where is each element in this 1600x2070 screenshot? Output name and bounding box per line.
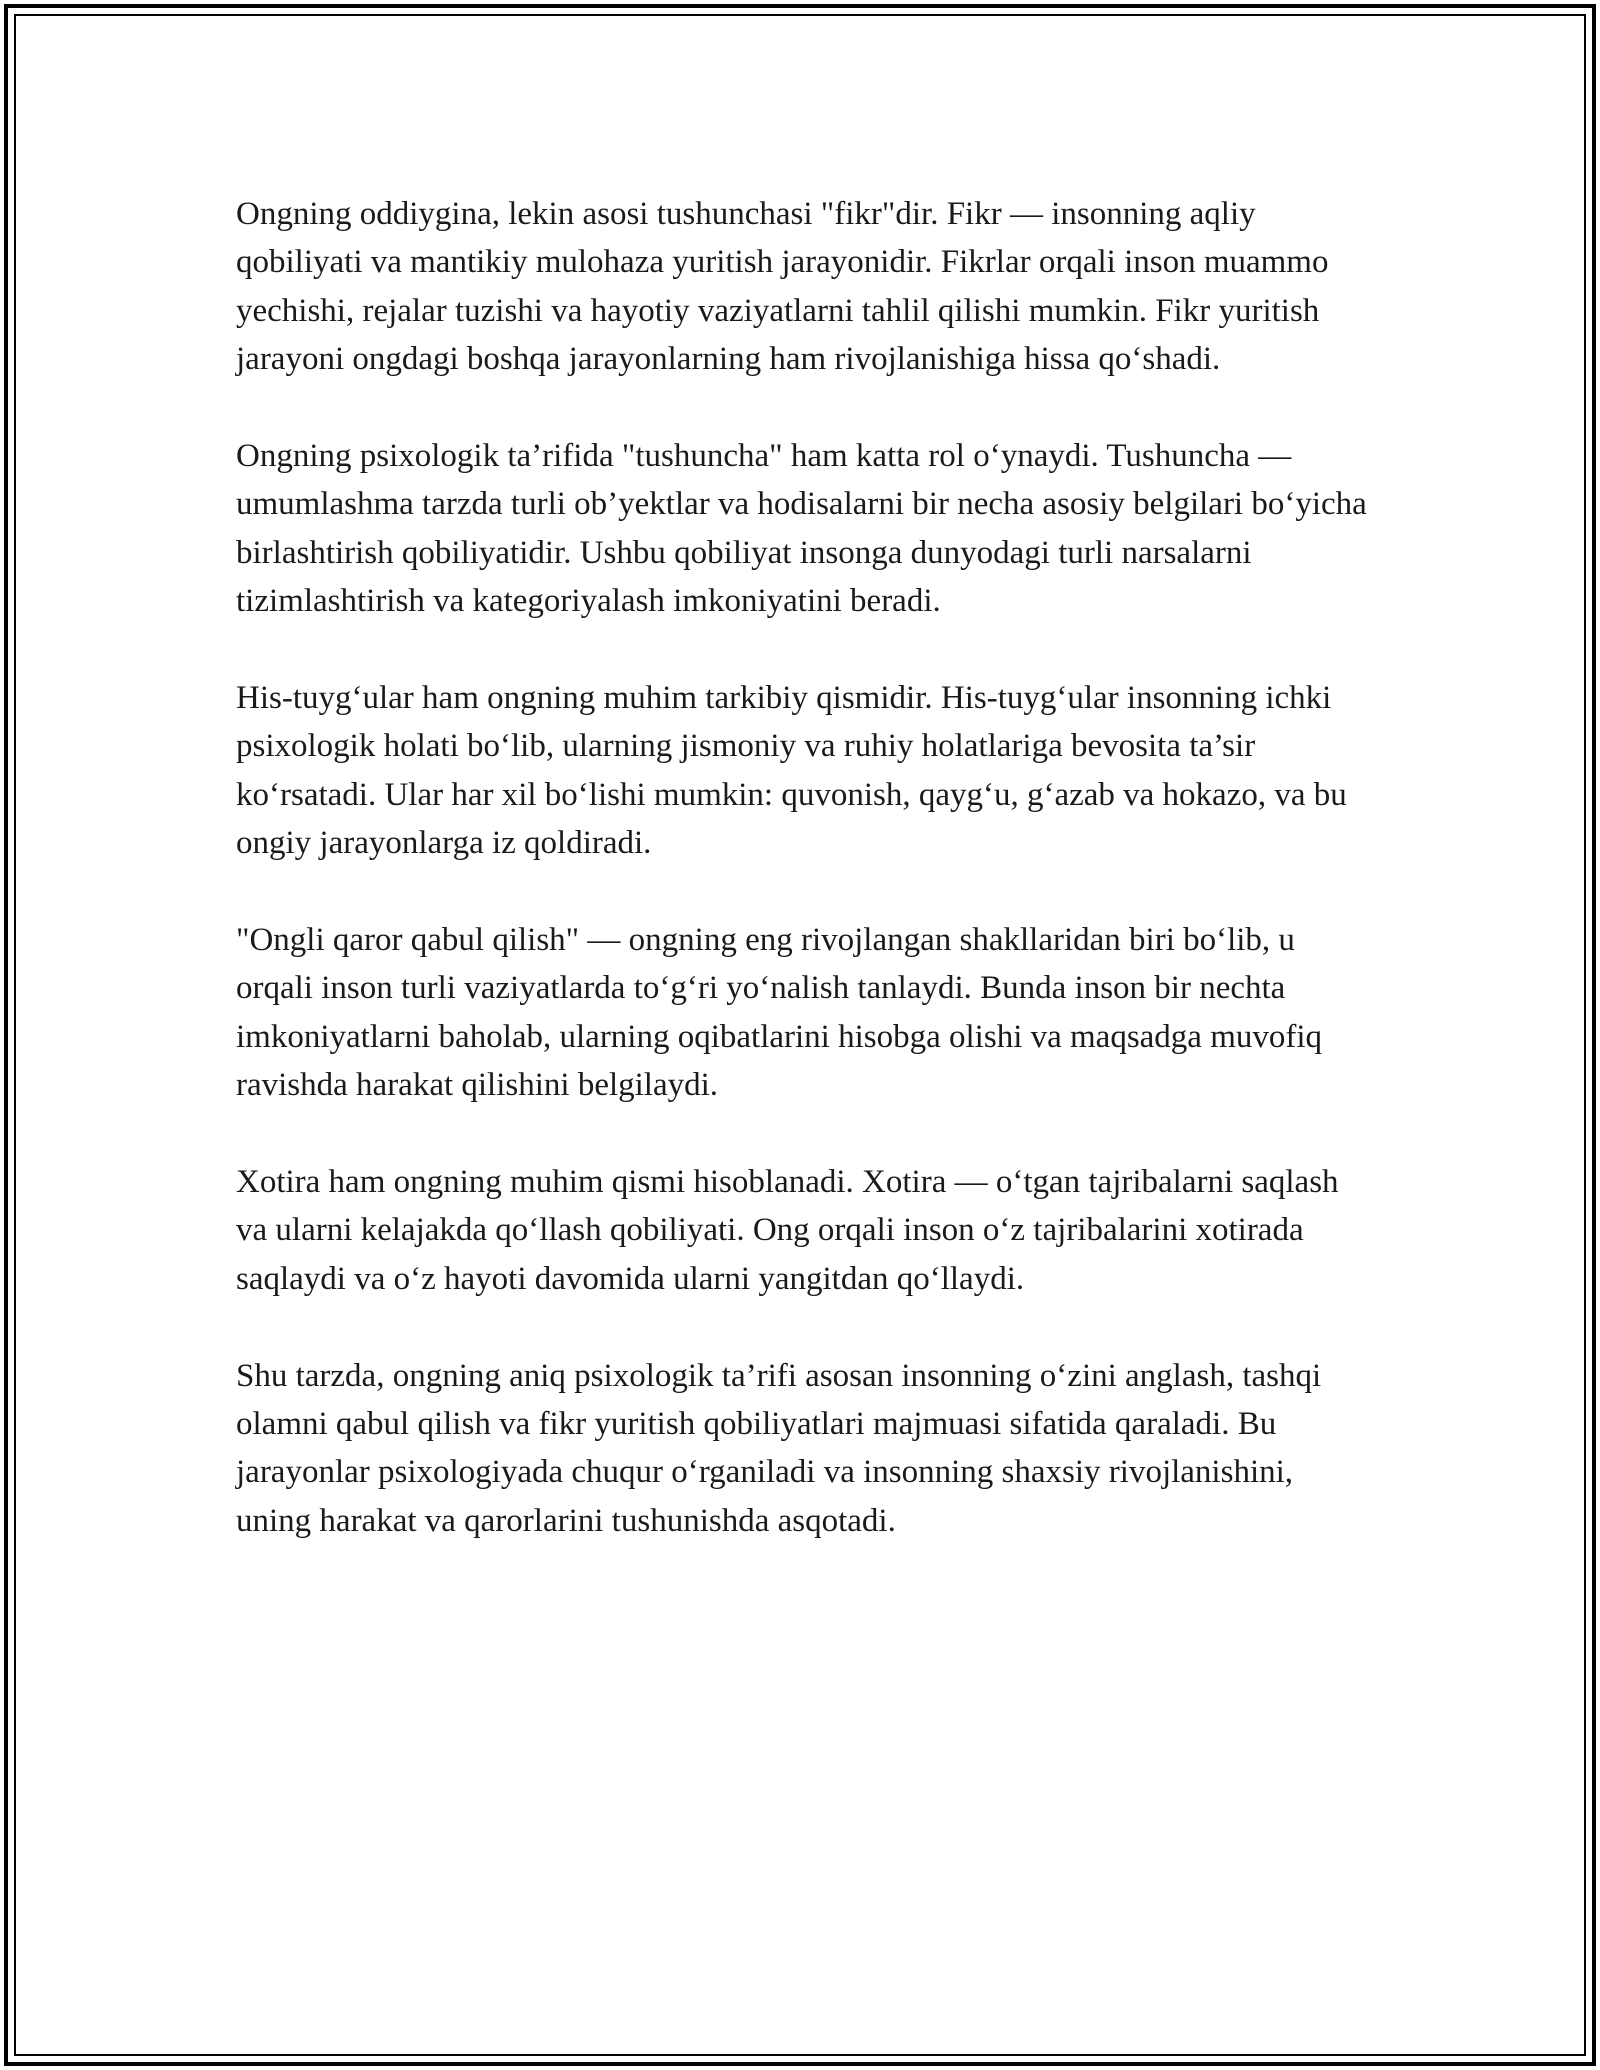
paragraph-tushuncha: Ongning psixologik ta’rifida "tushuncha" ham katta rol o‘ynaydi. Tushuncha — umumlashma tarzda turli ob’yektlar va hodisalarni bir necha asosiy belgilari bo‘yicha birlashtirish qobiliyatidir. Ushbu qobiliyat insonga dunyodagi turli narsalarni tizimlashtirish va kategoriyalash imkoniyatini beradi. <box>236 438 1367 620</box>
paragraph-ongli-qaror: "Ongli qaror qabul qilish" — ongning eng rivojlangan shakllaridan biri bo‘lib, u orqali inson turli vaziyatlarda to‘g‘ri yo‘nalish tanlaydi. Bunda inson bir nechta imkoniyatlarni baholab, ularning oqibatlarini hisobga olishi va maqsadga muvofiq ravishda harakat qilishini belgilaydi. <box>236 922 1323 1104</box>
paragraph-his-tuygular: His-tuyg‘ular ham ongning muhim tarkibiy qismidir. His-tuyg‘ular insonning ichki psixologik holati bo‘lib, ularning jismoniy va ruhiy holatlariga bevosita ta’sir ko‘rsatadi. Ular har xil bo‘lishi mumkin: quvonish, qayg‘u, g‘azab va hokazo, va bu ongiy jarayonlarga iz qoldiradi. <box>236 680 1347 862</box>
paragraph-fikr: Ongning oddiygina, lekin asosi tushunchasi "fikr"dir. Fikr — insonning aqliy qobiliyati va mantikiy mulohaza yuritish jarayonidir. Fikrlar orqali inson muammo yechishi, rejalar tuzishi va hayotiy vaziyatlarni tahlil qilishi mumkin. Fikr yuritish jarayoni ongdagi boshqa jarayonlarning ham rivojlanishiga hissa qo‘shadi. <box>236 196 1329 378</box>
paragraph-xotira: Xotira ham ongning muhim qismi hisoblanadi. Xotira — o‘tgan tajribalarni saqlash va ularni kelajakda qo‘llash qobiliyati. Ong orqali inson o‘z tajribalarini xotirada saqlaydi va o‘z hayoti davomida ularni yangitdan qo‘llaydi. <box>236 1164 1339 1297</box>
document-body <box>236 190 1376 1594</box>
paragraph-xulosa: Shu tarzda, ongning aniq psixologik ta’rifi asosan insonning o‘zini anglash, tashqi olamni qabul qilish va fikr yuritish qobiliyatlari majmuasi sifatida qaraladi. Bu jarayonlar psixologiyada chuqur o‘rganiladi va insonning shaxsiy rivojlanishini, uning harakat va qarorlarini tushunishda asqotadi. <box>236 1357 1322 1539</box>
